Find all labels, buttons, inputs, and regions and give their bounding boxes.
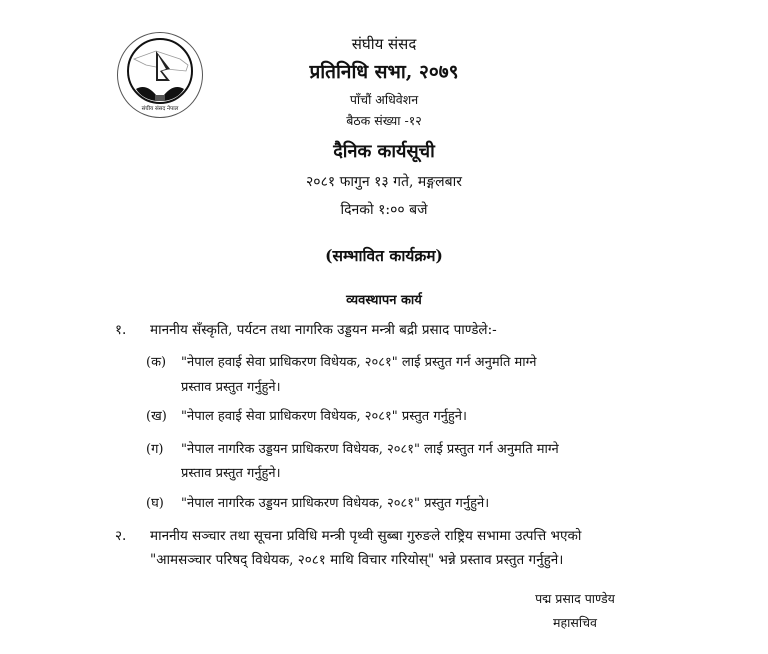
subitem-label: (ग) <box>146 442 164 457</box>
subitem-label: (ख) <box>146 409 167 424</box>
agenda-date: २०८१ फागुन १३ गते, मङ्गलबार <box>306 174 462 190</box>
meeting-number: बैठक संख्या -१२ <box>346 113 422 128</box>
subitem-text: "नेपाल नागरिक उड्डयन प्राधिकरण विधेयक, २०८१" लाई प्रस्तुत गर्न अनुमति माग्ने <box>181 442 559 457</box>
svg-text:संघीय संसद नेपाल: संघीय संसद नेपाल <box>141 106 179 112</box>
parliament-name: संघीय संसद <box>351 35 417 53</box>
item-number: २. <box>115 528 127 544</box>
session-label: पाँचौं अधिवेशन <box>349 92 419 107</box>
signatory-title: महासचिव <box>553 615 597 630</box>
subitem-text-cont: प्रस्ताव प्रस्तुत गर्नुहुने। <box>181 466 281 481</box>
subitem-text: "नेपाल हवाई सेवा प्राधिकरण विधेयक, २०८१" लाई प्रस्तुत गर्न अनुमति माग्ने <box>181 355 537 370</box>
item-text: माननीय सँस्कृति, पर्यटन तथा नागरिक उड्डयन मन्त्री बद्री प्रसाद पाण्डेले:- <box>150 322 497 338</box>
item-text: माननीय सञ्चार तथा सूचना प्रविधि मन्त्री पृथ्वी सुब्बा गुरुङले राष्ट्रिय सभामा उत्पत्ति भएको <box>150 528 582 544</box>
subitem-text: "नेपाल हवाई सेवा प्राधिकरण विधेयक, २०८१" प्रस्तुत गर्नुहुने। <box>181 409 467 424</box>
item-number: १. <box>115 322 127 338</box>
item-text-cont: "आमसञ्चार परिषद् विधेयक, २०८१ माथि विचार गरियोस्" भन्ने प्रस्ताव प्रस्तुत गर्नुहुने। <box>150 552 564 568</box>
subitem-label: (घ) <box>146 496 164 511</box>
agenda-title: दैनिक कार्यसूची <box>333 141 435 162</box>
signatory-name: पद्म प्रसाद पाण्डेय <box>535 591 615 606</box>
agenda-time: दिनको १:०० बजे <box>340 202 428 218</box>
house-title: प्रतिनिधि सभा, २०७९ <box>309 61 459 83</box>
subitem-text: "नेपाल नागरिक उड्डयन प्राधिकरण विधेयक, २०८१" प्रस्तुत गर्नुहुने। <box>181 496 490 511</box>
subitem-label: (क) <box>146 355 167 370</box>
section-title: व्यवस्थापन कार्य <box>346 293 422 308</box>
provisional-label: (सम्भावित कार्यक्रम) <box>325 246 443 265</box>
subitem-text-cont: प्रस्ताव प्रस्तुत गर्नुहुने। <box>181 380 281 395</box>
